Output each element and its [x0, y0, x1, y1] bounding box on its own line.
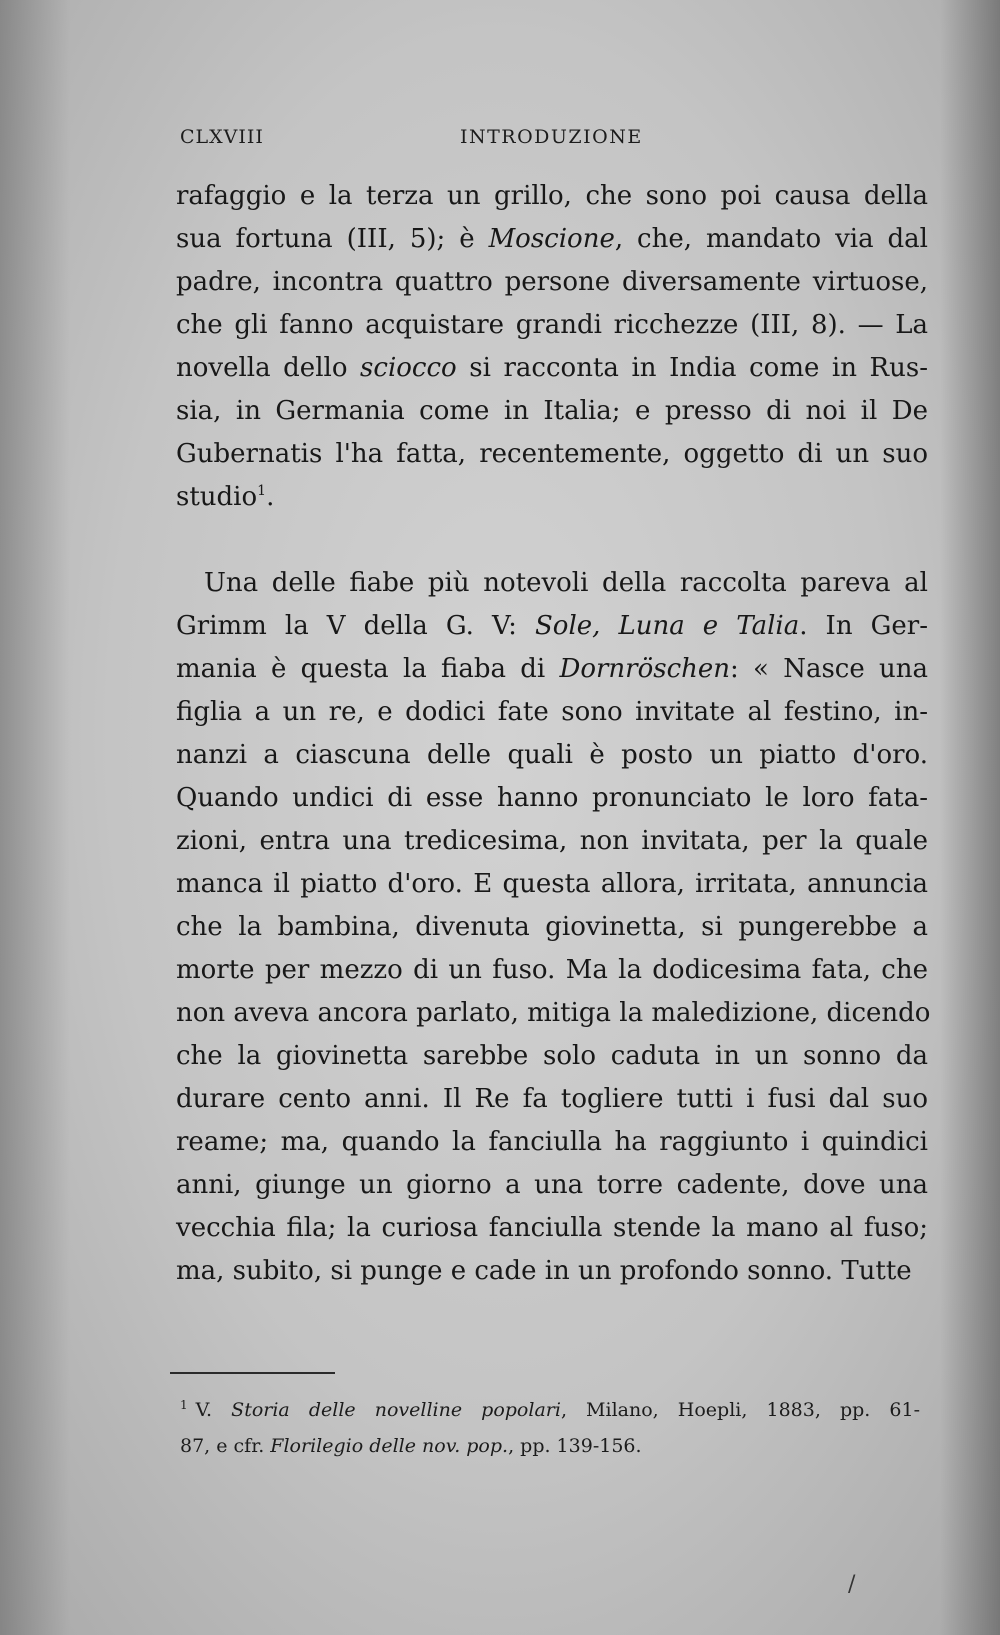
left-edge-shadow — [0, 0, 70, 1635]
text-segment: morte per mezzo di un fuso. Ma la dodicesima fata, che — [176, 955, 928, 985]
footnote-text: , pp. 139-156. — [508, 1435, 642, 1457]
text-segment: novella dello — [176, 353, 361, 383]
text-line — [176, 218, 928, 261]
text-line — [176, 949, 928, 992]
text-segment: padre, incontra quattro persone diversamente virtuose, — [176, 267, 928, 297]
paragraph-2 — [176, 562, 931, 1293]
body-text — [176, 175, 931, 1293]
text-segment: nanzi a ciascuna delle quali è posto un piatto d'oro. — [176, 740, 928, 770]
footnote-work-title: Storia delle novelline popolari — [231, 1399, 561, 1421]
text-line — [176, 691, 928, 734]
text-line — [176, 175, 928, 218]
text-segment: rafaggio e la terza un grillo, che sono poi causa della — [176, 181, 928, 211]
text-segment: , che, mandato via dal — [614, 224, 928, 254]
text-segment: che la giovinetta sarebbe solo caduta in un sonno da — [176, 1041, 928, 1071]
text-segment: che gli fanno acquistare grandi ricchezze (III, 8). — La — [176, 310, 928, 340]
running-head — [180, 126, 920, 154]
text-line — [176, 1164, 928, 1207]
text-segment: che la bambina, divenuta giovinetta, si pungerebbe a — [176, 912, 928, 942]
text-segment: reame; ma, quando la fanciulla ha raggiunto i quindici — [176, 1127, 928, 1157]
text-line — [176, 1250, 928, 1293]
italic-text: Sole, Luna e Talia — [534, 611, 800, 641]
text-segment: durare cento anni. Il Re fa togliere tutti i fusi dal suo — [176, 1084, 928, 1114]
right-edge-shadow — [940, 0, 1000, 1635]
text-line — [176, 1035, 928, 1078]
footnote-text: V. — [195, 1399, 232, 1421]
text-segment: Una delle fiabe più notevoli della raccolta pareva al — [204, 568, 928, 598]
stray-pen-mark: / — [848, 1572, 856, 1597]
text-segment: si racconta in India come in Rus- — [456, 353, 928, 383]
text-segment: : « Nasce una — [730, 654, 928, 684]
running-title: INTRODUZIONE — [460, 126, 643, 148]
text-line — [176, 863, 928, 906]
text-segment: non aveva ancora parlato, mitiga la maledizione, dicendo — [176, 998, 931, 1028]
text-line — [176, 304, 928, 347]
footnotes — [180, 1392, 920, 1464]
text-segment: ma, subito, si punge e cade in un profondo sonno. Tutte — [176, 1256, 912, 1286]
text-segment: . — [266, 482, 275, 512]
paragraph-gap — [176, 519, 928, 562]
italic-text: Dornröschen — [559, 654, 731, 684]
text-segment: manca il piatto d'oro. E questa allora, irritata, annuncia — [176, 869, 928, 899]
footnote-rule — [170, 1372, 335, 1374]
text-segment: studio — [176, 482, 258, 512]
text-segment: sua fortuna (III, 5); è — [176, 224, 489, 254]
footnote-line-2 — [180, 1428, 920, 1464]
footnote-text: 87, e cfr. — [180, 1435, 271, 1457]
text-line — [176, 648, 928, 691]
text-segment: mania è questa la fiaba di — [176, 654, 560, 684]
text-line — [176, 1078, 928, 1121]
text-line — [176, 1121, 928, 1164]
footnote-work-title: Florilegio delle nov. pop. — [270, 1435, 509, 1457]
text-line — [176, 390, 928, 433]
text-line — [176, 347, 928, 390]
footnote-text: , Milano, Hoepli, 1883, pp. 61- — [560, 1399, 920, 1421]
page-number: CLXVIII — [180, 126, 264, 148]
italic-text: Moscione — [488, 224, 615, 254]
text-segment: anni, giunge un giorno a una torre cadente, dove una — [176, 1170, 928, 1200]
text-segment: sia, in Germania come in Italia; e presso di noi il De — [176, 396, 928, 426]
text-segment: zioni, entra una tredicesima, non invitata, per la quale — [176, 826, 928, 856]
text-line — [176, 992, 931, 1035]
text-line — [176, 1207, 928, 1250]
text-line — [176, 261, 928, 304]
text-segment: figlia a un re, e dodici fate sono invitate al festino, in- — [176, 697, 928, 727]
paragraph-1 — [176, 175, 928, 519]
text-line — [176, 433, 928, 476]
text-line — [176, 476, 928, 519]
footnote-number: 1 — [180, 1398, 188, 1412]
text-segment: Grimm la V della G. V: — [176, 611, 535, 641]
text-line — [176, 562, 928, 605]
text-segment: Quando undici di esse hanno pronunciato le loro fata- — [176, 783, 928, 813]
footnote-reference: 1 — [257, 483, 267, 499]
text-segment: vecchia fila; la curiosa fanciulla stende la mano al fuso; — [176, 1213, 928, 1243]
text-segment: . In Ger- — [799, 611, 928, 641]
text-line — [176, 734, 928, 777]
text-segment: Gubernatis l'ha fatta, recentemente, oggetto di un suo — [176, 439, 928, 469]
footnote-line-1 — [180, 1392, 920, 1428]
italic-text: sciocco — [360, 353, 457, 383]
text-line — [176, 605, 928, 648]
text-line — [176, 777, 928, 820]
text-line — [176, 906, 928, 949]
text-line — [176, 820, 928, 863]
